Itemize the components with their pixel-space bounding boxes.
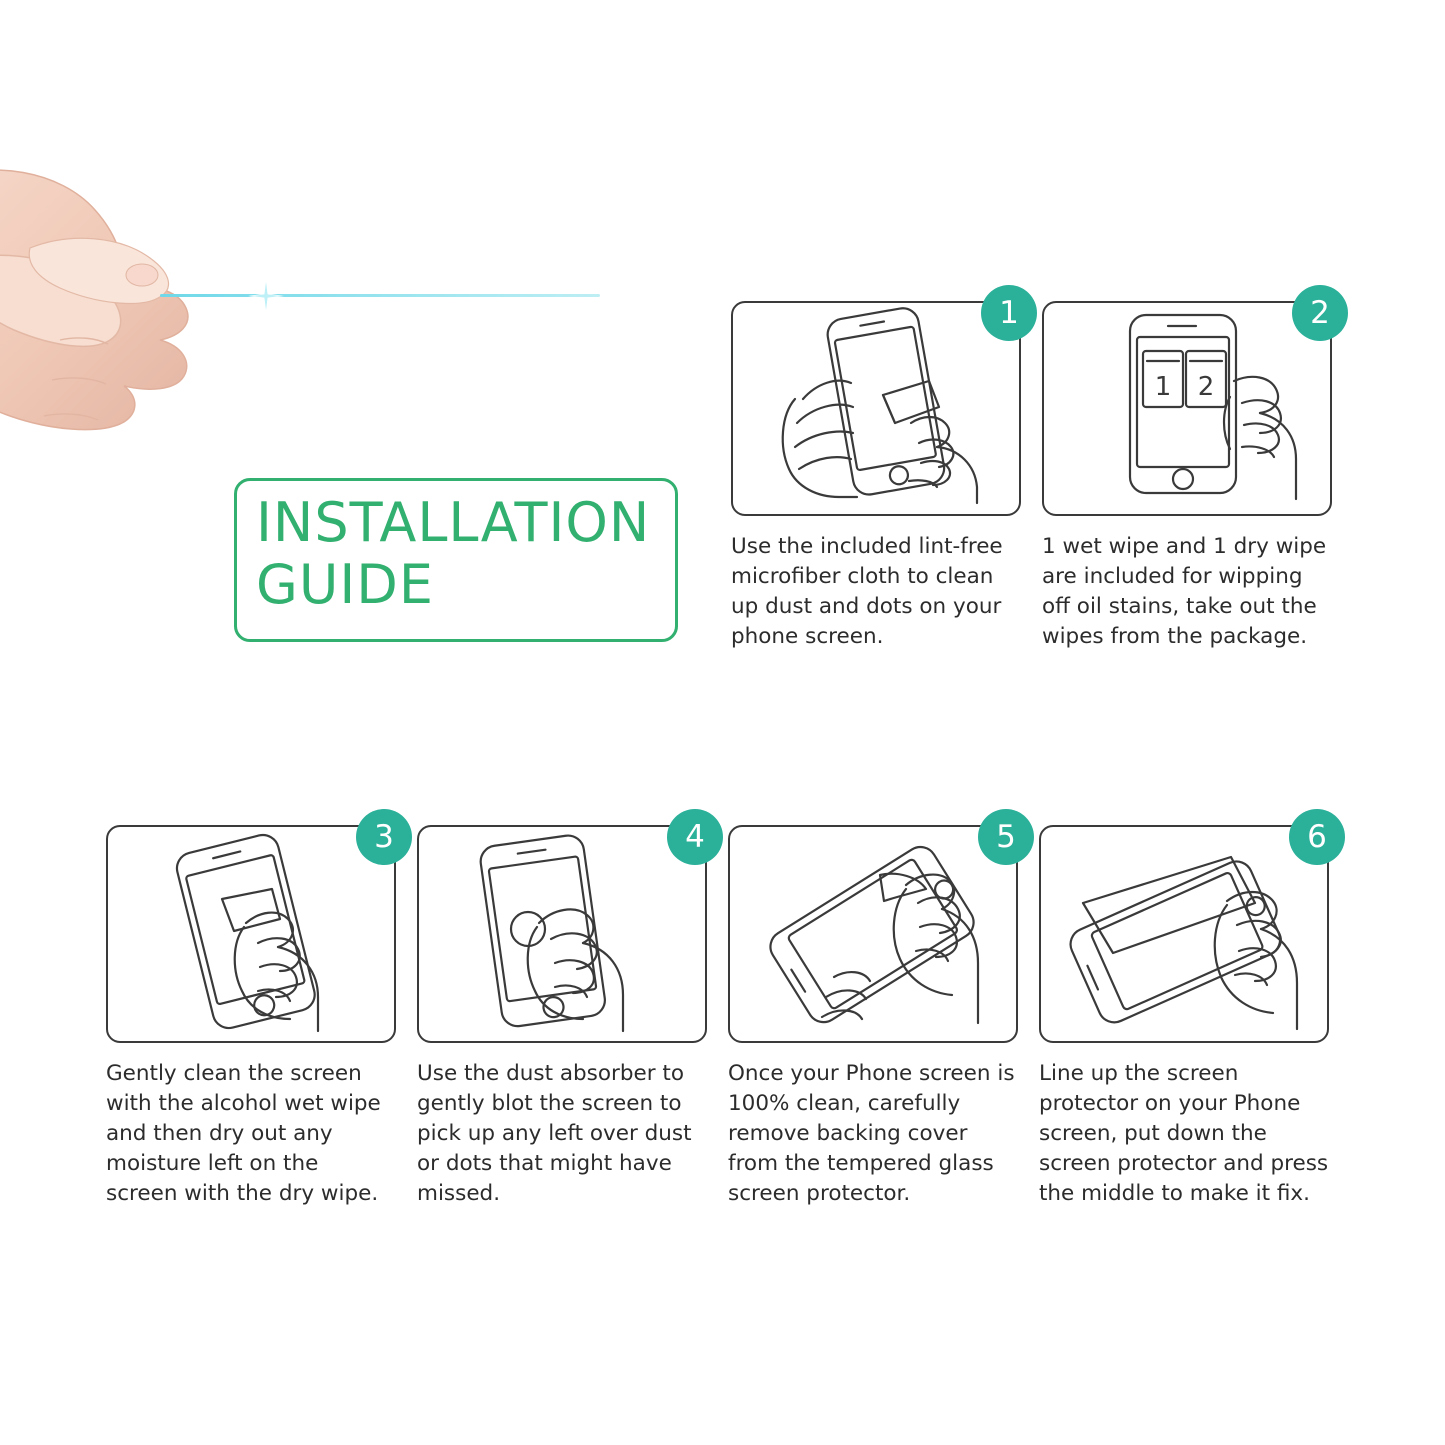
step-6-panel [1039,819,1329,1043]
step-6-caption: Line up the screen protector on your Phone screen, put down the screen protector and press the middle to make it fix. [1039,1061,1329,1206]
step-3 [106,819,396,1209]
step-3-number-badge: 3 [356,809,412,865]
step-6 [1039,819,1329,1209]
step-3-caption: Gently clean the screen with the alcohol wet wipe and then dry out any moisture left on the screen with the dry wipe. [106,1061,381,1206]
page-title-line-2: GUIDE [256,553,434,616]
page-title [256,492,676,616]
step-1 [731,295,1021,652]
sparkle-icon [248,278,284,314]
tempered-glass-sheet-edge [160,294,600,297]
step-2 [1042,295,1332,652]
step-3-panel [106,819,396,1043]
svg-text:2: 2 [1197,372,1215,402]
step-2-caption: 1 wet wipe and 1 dry wipe are included for wipping off oil stains, take out the wipes from the package. [1042,534,1327,649]
step-4 [417,819,707,1209]
step-4-number-badge: 4 [667,809,723,865]
wet-wipe-and-dry-wipe-packets-icon [1044,303,1330,514]
step-6-number-badge: 6 [1289,809,1345,865]
step-5-caption: Once your Phone screen is 100% clean, carefully remove backing cover from the tempered glass screen protector. [728,1061,1015,1206]
step-5 [728,819,1018,1209]
step-1-number-badge: 1 [981,285,1037,341]
step-1-panel [731,295,1021,516]
step-4-caption: Use the dust absorber to gently blot the screen to pick up any left over dust or dots that might have missed. [417,1061,692,1206]
hand-aligning-and-pressing-protector-icon [1041,827,1327,1041]
step-2-panel [1042,295,1332,516]
page-title-line-1: INSTALLATION [256,491,651,554]
step-1-caption: Use the included lint-free microfiber cloth to clean up dust and dots on your phone screen. [731,534,1003,649]
hand-using-dust-absorber-sticker-icon [419,827,705,1041]
step-2-number-badge: 2 [1292,285,1348,341]
step-5-panel [728,819,1018,1043]
hand-wiping-phone-with-cloth-icon [733,303,1019,514]
svg-text:1: 1 [1154,372,1172,402]
step-5-number-badge: 5 [978,809,1034,865]
hand-cleaning-phone-screen-with-wipe-icon [108,827,394,1041]
hand-peeling-backing-film-from-glass-icon [730,827,1016,1041]
step-4-panel [417,819,707,1043]
